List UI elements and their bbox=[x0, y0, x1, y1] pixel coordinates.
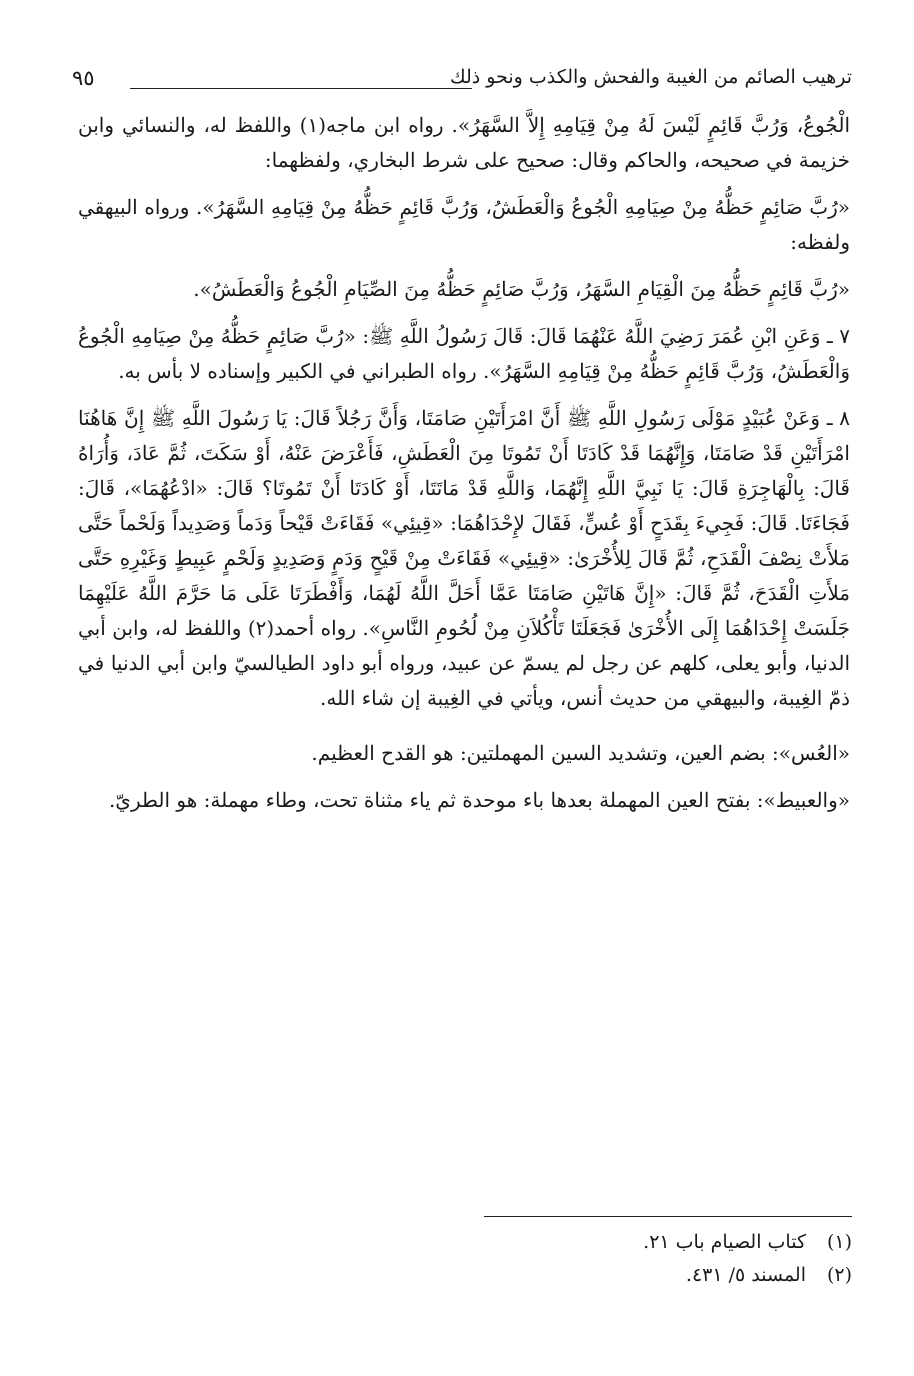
footnote-text: كتاب الصيام باب ٢١. bbox=[643, 1231, 806, 1253]
page-number: ٩٥ bbox=[72, 66, 95, 90]
header-rule bbox=[130, 88, 472, 89]
footnote-number: (١) bbox=[826, 1231, 852, 1253]
paragraph-bayhaqi-wording: «رُبَّ قَائِمٍ حَظُّهُ مِنَ الْقِيَامِ السَّهَرُ، وَرُبَّ صَائِمٍ حَظُّهُ مِنَ الصِّيَامِ الْجُوعُ وَالْعَطَشُ». bbox=[193, 277, 850, 301]
page-body bbox=[78, 108, 850, 830]
gloss-al-uss: «العُس»: بضم العين، وتشديد السين المهملتين: هو القدح العظيم. bbox=[311, 741, 850, 765]
gloss-al-abit: «والعبيط»: بفتح العين المهملة بعدها باء موحدة ثم ياء مثناة تحت، وطاء مهملة: هو الطريّ. bbox=[108, 788, 850, 812]
footnotes bbox=[352, 1226, 852, 1292]
footnote-number: (٢) bbox=[826, 1264, 852, 1286]
footnote-text: المسند ٥/ ٤٣١. bbox=[685, 1264, 806, 1286]
running-title: ترهيب الصائم من الغيبة والفحش والكذب ونحو ذلك bbox=[450, 66, 852, 88]
paragraph-ibn-majah: الْجُوعُ، وَرُبَّ قَائِمٍ لَيْسَ لَهُ مِنْ قِيَامِهِ إِلاَّ السَّهَرُ». رواه ابن ماجه(١) واللفظ له، والنسائي وابن خزيمة في صحيحه، والحاكم وقال: صحيح على شرط البخاري، ولفظهما: bbox=[78, 113, 850, 172]
paragraph-hakim-wording: «رُبَّ صَائِمٍ حَظُّهُ مِنْ صِيَامِهِ الْجُوعُ وَالْعَطَشُ، وَرُبَّ قَائِمٍ حَظُّهُ مِنْ قِيَامِهِ السَّهَرُ». ورواه البيهقي ولفظه: bbox=[78, 195, 850, 254]
footnote-2 bbox=[352, 1259, 852, 1292]
footnote-1 bbox=[352, 1226, 852, 1259]
hadith-7: ٧ ـ وَعَنِ ابْنِ عُمَرَ رَضِيَ اللَّهُ عَنْهُمَا قَالَ: قَالَ رَسُولُ اللَّهِ ﷺ: «رُبَّ صَائِمٍ حَظُّهُ مِنْ صِيَامِهِ الْجُوعُ وَالْعَطَشُ، وَرُبَّ قَائِمٍ حَظُّهُ مِنْ قِيَامِهِ السَّهَرُ». رواه الطبراني في الكبير وإسناده لا بأس به. bbox=[78, 324, 850, 383]
footnote-rule bbox=[484, 1216, 852, 1217]
hadith-8: ٨ ـ وَعَنْ عُبَيْدٍ مَوْلَى رَسُولِ اللَّهِ ﷺ أَنَّ امْرَأَتَيْنِ صَامَتَا، وَأَنَّ رَجُلاً قَالَ: يَا رَسُولَ اللَّهِ ﷺ إِنَّ هَاهُنَا امْرَأَتَيْنِ قَدْ صَامَتَا، وَإِنَّهُمَا قَدْ كَادَتَا أَنْ تَمُوتَا مِنَ الْعَطَشِ، فَأَعْرَضَ عَنْهُ، أَوْ سَكَتَ، ثُمَّ عَادَ، وَأُرَاهُ قَالَ: بِالْهَاجِرَةِ قَالَ: يَا نَبِيَّ اللَّهِ إِنَّهُمَا، وَاللَّهِ قَدْ مَاتَتَا، أَوْ كَادَتَا أَنْ تَمُوتَا؟ قَالَ: «ادْعُهُمَا»، قَالَ: فَجَاءَتَا. قَالَ: فَجِيءَ بِقَدَحٍ أَوْ عُسٍّ، فَقَالَ لإِحْدَاهُمَا: «قِيئِي» فَقَاءَتْ قَيْحاً وَدَماً وَصَدِيداً وَلَحْماً حَتَّى مَلأَتْ نِصْفَ الْقَدَحِ، ثُمَّ قَالَ لِلأُخْرَىٰ: «قِيئِي» فَقَاءَتْ مِنْ قَيْحٍ وَدَمٍ وَصَدِيدٍ وَلَحْمٍ عَبِيطٍ وَغَيْرِهِ حَتَّى مَلأَتِ الْقَدَحَ، ثُمَّ قَالَ: «إِنَّ هَاتَيْنِ صَامَتَا عَمَّا أَحَلَّ اللَّهُ لَهُمَا، وَأَفْطَرَتَا عَلَى مَا حَرَّمَ اللَّهُ عَلَيْهِمَا جَلَسَتْ إِحْدَاهُمَا إِلَى الأُخْرَىٰ فَجَعَلَتَا تَأْكُلاَنِ مِنْ لُحُومِ النَّاسِ». رواه أحمد(٢) واللفظ له، وابن أبي الدنيا، وأبو يعلى، كلهم عن رجل لم يسمّ عن عبيد، ورواه أبو داود الطيالسيّ وابن أبي الدنيا في ذمّ الغِيبة، والبيهقي من حديث أنس، ويأتي في الغِيبة إن شاء الله. bbox=[78, 406, 850, 710]
page-header bbox=[72, 58, 852, 98]
